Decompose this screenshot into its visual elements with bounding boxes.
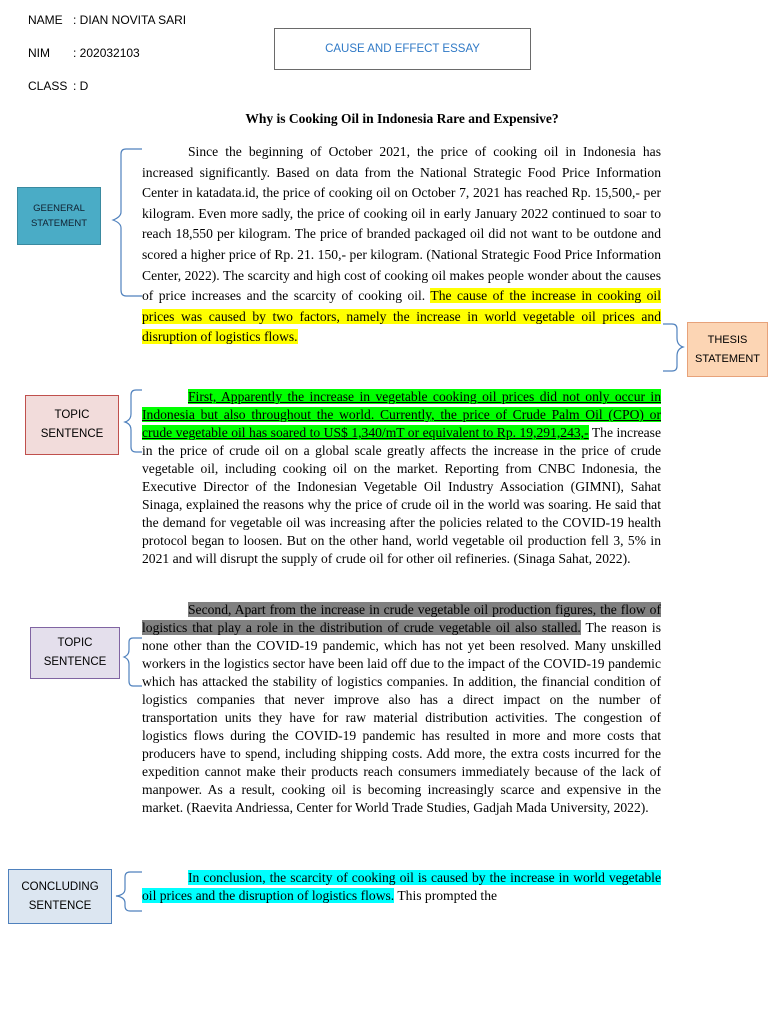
general-statement-label: GEENERAL STATEMENT [17, 187, 101, 245]
general-statement-bracket [113, 149, 142, 296]
paragraph-body-two [142, 601, 661, 817]
concluding-sentence-bracket [116, 872, 142, 911]
class-value: : D [73, 79, 89, 93]
topic-sentence-label-two: TOPIC SENTENCE [30, 627, 120, 679]
general-statement-text: Since the beginning of October 2021, the price of cooking oil in Indonesia has increased significantly. Based on data from the National Strategic Food Price Information Center in katadata.id, the price of cooking oil on October 7, 2021 has reached Rp. 15,500,- per kilogram. Even more sadly, the price of cooking oil in early January 2022 continued to soar to reach 18,550 per kilogram. The price of branded packaged oil did not want to be outdone and scored a higher price of Rp. 21. 150,- per kilogram. (National Strategic Food Price Information Center, 2022). The scarcity and high cost of cooking oil makes people wonder about the causes of price increases and the scarcity of cooking oil. [142, 144, 661, 304]
thesis-statement-bracket [663, 324, 683, 371]
student-name-row [28, 13, 186, 27]
topic-sentence-two-text: Second, Apart from the increase in crude vegetable oil production figures, the flow of logistics that play a role in the distribution of crude vegetable oil also stalled. [142, 602, 661, 635]
student-class-row [28, 79, 88, 93]
class-label: CLASS [28, 79, 68, 93]
essay-title: Why is Cooking Oil in Indonesia Rare and Expensive? [245, 111, 559, 126]
body-one-text: The increase in the price of crude oil on a global scale greatly affects the increase in the price of crude vegetable oil, including cooking oil on the market. Reporting from CNBC Indonesia, the Executive Director of the Indonesian Vegetable Oil Industry Association (GIMNI), Sahat Sinaga, explained the reasons why the price of crude oil in the world was soaring. He said that the demand for vegetable oil was increasing after the policies related to the COVID-19 health protocol began to loosen. But on the other hand, world vegetable oil production fell 3, 5% in 2021 and will disrupt the supply of crude oil for other oil refineries. (Sinaga Sahat, 2022). [142, 425, 661, 566]
body-two-text: The reason is none other than the COVID-19 pandemic, which has not yet been resolved. Many unskilled workers in the logistics sector have been laid off due to the impact of the COVID-19 pandemic which has attacked the stability of logistics companies. In addition, the financial condition of logistics companies that never improve also has a direct impact on the number of transportation units they have for raw material distribution activities. The congestion of logistics flows during the COVID-19 pandemic has resulted in more and more costs that producers have to spend, including shipping costs. Add more, the extra costs incurred for the expedition cannot make their products reach consumers immediately because of the lack of manpower. As a result, cooking oil is becoming increasingly scarce and expensive in the market. (Raevita Andriessa, Center for World Trade Studies, Gadjah Mada University, 2022). [142, 620, 661, 815]
nim-label: NIM [28, 46, 50, 60]
concluding-sentence-text: In conclusion, the scarcity of cooking oil is caused by the increase in world vegetable oil prices and the disruption of logistics flows. [142, 870, 661, 903]
concluding-sentence-label: CONCLUDING SENTENCE [8, 869, 112, 924]
name-label: NAME [28, 13, 63, 27]
conclusion-text: This prompted the [394, 888, 498, 903]
topic-sentence-bracket-one [125, 390, 142, 452]
thesis-statement-text: The cause of the increase in cooking oil prices was caused by two factors, namely the increase in world vegetable oil prices and disruption of logistics flows. [142, 288, 661, 345]
paragraph-conclusion [142, 869, 661, 905]
paragraph-body-one [142, 388, 661, 568]
essay-type-box [274, 28, 531, 70]
topic-sentence-bracket-two [124, 638, 142, 686]
thesis-statement-label: THESIS STATEMENT [687, 322, 768, 377]
nim-value: : 202032103 [73, 46, 140, 60]
topic-sentence-label-one: TOPIC SENTENCE [25, 395, 119, 455]
paragraph-introduction [142, 142, 661, 348]
topic-sentence-one-text: First, Apparently the increase in vegetable cooking oil prices did not only occur in Indonesia but also throughout the world. Currently, the price of Crude Palm Oil (CPO) or crude vegetable oil has soared to US$ 1,340/mT or equivalent to Rp. 19,291,243,- [142, 389, 661, 440]
name-value: : DIAN NOVITA SARI [73, 13, 187, 27]
essay-type-label: CAUSE AND EFFECT ESSAY [325, 43, 480, 55]
student-nim-row [28, 46, 140, 60]
